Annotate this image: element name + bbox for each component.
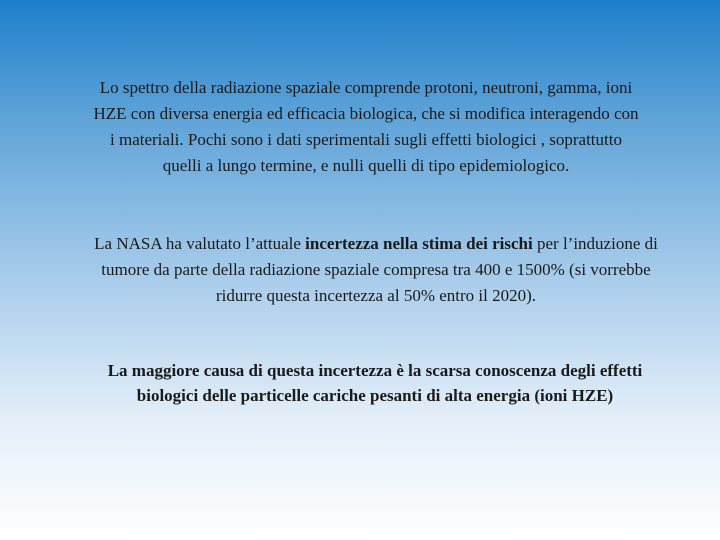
nasa-text-start: La NASA ha valutato l’attuale	[94, 234, 306, 253]
nasa-text-end: per l’induzione di tumore da parte della radiazione spaziale compresa tra 400 e 1500% (si vorrebbe ridurre questa incertezza al 50% entro il 2020).	[101, 234, 658, 305]
paragraph-main-cause: La maggiore causa di questa incertezza è la scarsa conoscenza degli effetti biologici delle particelle cariche pesanti di alta energia (ioni HZE)	[107, 361, 643, 405]
paragraph-nasa-uncertainty	[86, 231, 666, 309]
paragraph-radiation-spectrum: Lo spettro della radiazione spaziale comprende protoni, neutroni, gamma, ioni HZE con diversa energia ed efficacia biologica, che si modifica interagendo con i materiali. Pochi sono i dati sperimentali sugli effetti biologici , soprattutto quelli a lungo termine, e nulli quelli di tipo epidemiologico.	[93, 78, 639, 175]
risk-uncertainty-emphasis: incertezza nella stima dei rischi	[305, 234, 533, 253]
